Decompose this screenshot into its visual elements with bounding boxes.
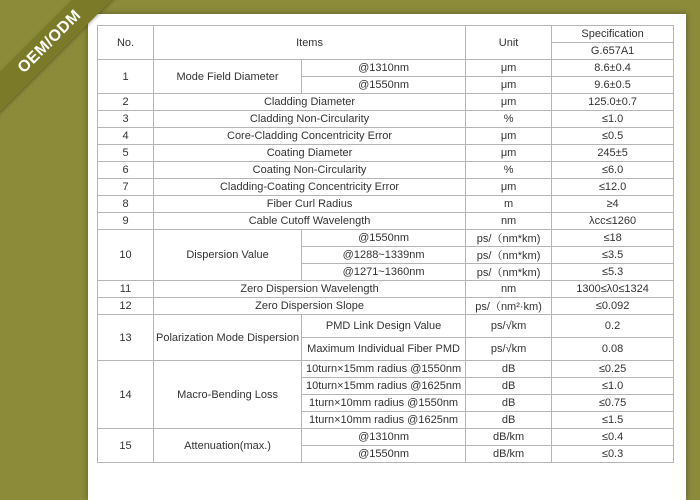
spec-value: 245±5: [552, 145, 674, 162]
condition: Maximum Individual Fiber PMD: [302, 338, 466, 361]
row-number: 4: [98, 128, 154, 145]
unit: %: [466, 162, 552, 179]
item-name: Fiber Curl Radius: [154, 196, 466, 213]
table-row: [98, 429, 674, 446]
item-name: Coating Diameter: [154, 145, 466, 162]
header-unit: Unit: [466, 26, 552, 60]
item-name: Zero Dispersion Slope: [154, 298, 466, 315]
spec-value: ≤0.092: [552, 298, 674, 315]
spec-value: 9.6±0.5: [552, 77, 674, 94]
spec-value: 8.6±0.4: [552, 60, 674, 77]
unit: dB: [466, 378, 552, 395]
condition: @1550nm: [302, 230, 466, 247]
item-name: Cladding-Coating Concentricity Error: [154, 179, 466, 196]
spec-value: ≤6.0: [552, 162, 674, 179]
table-row: [98, 94, 674, 111]
item-name: Cladding Diameter: [154, 94, 466, 111]
header-items: Items: [154, 26, 466, 60]
item-name: Attenuation(max.): [154, 429, 302, 463]
table-row: [98, 361, 674, 378]
row-number: 15: [98, 429, 154, 463]
unit: nm: [466, 281, 552, 298]
item-name: Cladding Non-Circularity: [154, 111, 466, 128]
condition: 1turn×10mm radius @1625nm: [302, 412, 466, 429]
spec-value: ≤1.5: [552, 412, 674, 429]
condition: @1271~1360nm: [302, 264, 466, 281]
spec-value: 0.2: [552, 315, 674, 338]
spec-value: ≤1.0: [552, 378, 674, 395]
condition: 10turn×15mm radius @1625nm: [302, 378, 466, 395]
unit: dB/km: [466, 446, 552, 463]
row-number: 2: [98, 94, 154, 111]
item-name: Polarization Mode Dispersion: [154, 315, 302, 361]
table-row: [98, 162, 674, 179]
spec-value: 0.08: [552, 338, 674, 361]
item-name: Core-Cladding Concentricity Error: [154, 128, 466, 145]
item-name: Cable Cutoff Wavelength: [154, 213, 466, 230]
header-fiber-type: G.657A1: [552, 43, 674, 60]
row-number: 14: [98, 361, 154, 429]
table-row: [98, 213, 674, 230]
spec-value: ≤0.75: [552, 395, 674, 412]
header-no: No.: [98, 26, 154, 60]
item-name: Mode Field Diameter: [154, 60, 302, 94]
row-number: 12: [98, 298, 154, 315]
table-row: [98, 298, 674, 315]
unit: μm: [466, 77, 552, 94]
condition: 10turn×15mm radius @1550nm: [302, 361, 466, 378]
table-row: [98, 128, 674, 145]
row-number: 3: [98, 111, 154, 128]
row-number: 11: [98, 281, 154, 298]
header-specification: Specification: [552, 26, 674, 43]
unit: ps/√km: [466, 338, 552, 361]
spec-value: ≤1.0: [552, 111, 674, 128]
spec-value: ≤0.3: [552, 446, 674, 463]
row-number: 9: [98, 213, 154, 230]
row-number: 10: [98, 230, 154, 281]
unit: nm: [466, 213, 552, 230]
row-number: 1: [98, 60, 154, 94]
row-number: 7: [98, 179, 154, 196]
row-number: 6: [98, 162, 154, 179]
spec-value: ≤3.5: [552, 247, 674, 264]
unit: m: [466, 196, 552, 213]
spec-value: ≤5.3: [552, 264, 674, 281]
unit: μm: [466, 128, 552, 145]
item-name: Coating Non-Circularity: [154, 162, 466, 179]
condition: @1550nm: [302, 446, 466, 463]
table-row: [98, 60, 674, 77]
condition: @1288~1339nm: [302, 247, 466, 264]
row-number: 8: [98, 196, 154, 213]
unit: ps/（nm*km): [466, 264, 552, 281]
spec-value: ≤0.4: [552, 429, 674, 446]
unit: μm: [466, 94, 552, 111]
table-row: [98, 230, 674, 247]
unit: ps/（nm*km): [466, 247, 552, 264]
unit: dB/km: [466, 429, 552, 446]
condition: @1550nm: [302, 77, 466, 94]
unit: dB: [466, 361, 552, 378]
spec-value: ≤0.5: [552, 128, 674, 145]
unit: μm: [466, 145, 552, 162]
spec-value: λcc≤1260: [552, 213, 674, 230]
unit: ps/√km: [466, 315, 552, 338]
condition: @1310nm: [302, 60, 466, 77]
item-name: Zero Dispersion Wavelength: [154, 281, 466, 298]
table-row: [98, 315, 674, 338]
table-row: [98, 145, 674, 162]
spec-value: ≥4: [552, 196, 674, 213]
unit: dB: [466, 395, 552, 412]
spec-value: ≤18: [552, 230, 674, 247]
table-row: [98, 111, 674, 128]
table-row: [98, 281, 674, 298]
oem-odm-ribbon: OEM/ODM: [0, 0, 124, 116]
table-row: [98, 196, 674, 213]
row-number: 5: [98, 145, 154, 162]
unit: μm: [466, 179, 552, 196]
spec-value: ≤12.0: [552, 179, 674, 196]
unit: ps/（nm²·km): [466, 298, 552, 315]
condition: 1turn×10mm radius @1550nm: [302, 395, 466, 412]
unit: dB: [466, 412, 552, 429]
spec-value: 125.0±0.7: [552, 94, 674, 111]
spec-value: 1300≤λ0≤1324: [552, 281, 674, 298]
spec-value: ≤0.25: [552, 361, 674, 378]
table-row: [98, 179, 674, 196]
item-name: Dispersion Value: [154, 230, 302, 281]
unit: μm: [466, 60, 552, 77]
row-number: 13: [98, 315, 154, 361]
specification-table: [97, 25, 674, 463]
item-name: Macro-Bending Loss: [154, 361, 302, 429]
condition: PMD Link Design Value: [302, 315, 466, 338]
unit: %: [466, 111, 552, 128]
unit: ps/（nm*km): [466, 230, 552, 247]
header-row: [98, 26, 674, 43]
condition: @1310nm: [302, 429, 466, 446]
